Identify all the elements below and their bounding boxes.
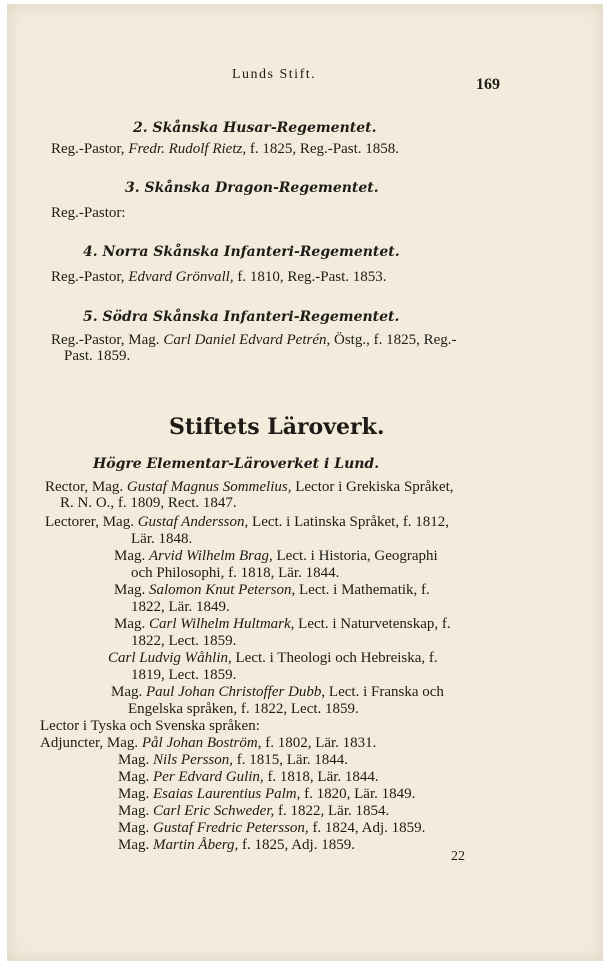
signature-mark: 22 [451, 849, 465, 864]
entry-line: och Philosophi, f. 1818, Lär. 1844. [131, 565, 340, 581]
entry-line: Mag. Paul Johan Christoffer Dubb, Lect. i Franska och [111, 684, 444, 700]
entry-line: Mag. Nils Persson, f. 1815, Lär. 1844. [118, 752, 348, 768]
entry-line: 1819, Lect. 1859. [131, 667, 237, 683]
text-line: Past. 1859. [64, 348, 131, 364]
running-header: Lunds Stift. [232, 67, 317, 82]
entry-line: Mag. Carl Eric Schweder, f. 1822, Lär. 1854. [118, 803, 390, 819]
entry-line: Carl Ludvig Wåhlin, Lect. i Theologi och Hebreiska, f. [108, 650, 438, 666]
section-heading: 3. Skånska Dragon-Regementet. [125, 180, 379, 196]
entry-line: Adjuncter, Mag. Pål Johan Boström, f. 1802, Lär. 1831. [40, 735, 377, 751]
entry-line: R. N. O., f. 1809, Rect. 1847. [60, 495, 237, 511]
entry-line: Mag. Gustaf Fredric Petersson, f. 1824, Adj. 1859. [118, 820, 426, 836]
text-line: Reg.-Pastor, Fredr. Rudolf Rietz, f. 1825, Reg.-Past. 1858. [51, 141, 400, 157]
section-heading: 5. Södra Skånska Infanteri-Regementet. [83, 309, 400, 325]
entry-line: Mag. Martin Åberg, f. 1825, Adj. 1859. [118, 837, 355, 853]
section-heading: 4. Norra Skånska Infanteri-Regementet. [83, 244, 400, 260]
entry-line: 1822, Lect. 1859. [131, 633, 237, 649]
main-title: Stiftets Läroverk. [169, 414, 385, 440]
entry-line: Lectorer, Mag. Gustaf Andersson, Lect. i Latinska Språket, f. 1812, [45, 514, 450, 530]
text-line: Reg.-Pastor, Mag. Carl Daniel Edvard Petrén, Östg., f. 1825, Reg.- [51, 332, 457, 348]
entry-line: Lär. 1848. [131, 531, 193, 547]
entry-line: Mag. Per Edvard Gulin, f. 1818, Lär. 1844. [118, 769, 379, 785]
text-line: Reg.-Pastor: [51, 205, 126, 221]
entry-line: Rector, Mag. Gustaf Magnus Sommelius, Lector i Grekiska Språket, [45, 479, 454, 495]
subtitle: Högre Elementar-Läroverket i Lund. [93, 456, 380, 472]
entry-line: 1822, Lär. 1849. [131, 599, 230, 615]
page-number: 169 [476, 76, 500, 93]
entry-line: Engelska språken, f. 1822, Lect. 1859. [128, 701, 359, 717]
section-heading: 2. Skånska Husar-Regementet. [133, 120, 377, 136]
entry-line: Lector i Tyska och Svenska språken: [40, 718, 260, 734]
text-line: Reg.-Pastor, Edvard Grönvall, f. 1810, Reg.-Past. 1853. [51, 269, 387, 285]
entry-line: Mag. Esaias Laurentius Palm, f. 1820, Lär. 1849. [118, 786, 416, 802]
book-page [7, 4, 603, 961]
entry-line: Mag. Salomon Knut Peterson, Lect. i Mathematik, f. [114, 582, 430, 598]
entry-line: Mag. Carl Wilhelm Hultmark, Lect. i Naturvetenskap, f. [114, 616, 451, 632]
entry-line: Mag. Arvid Wilhelm Brag, Lect. i Historia, Geographi [114, 548, 438, 564]
